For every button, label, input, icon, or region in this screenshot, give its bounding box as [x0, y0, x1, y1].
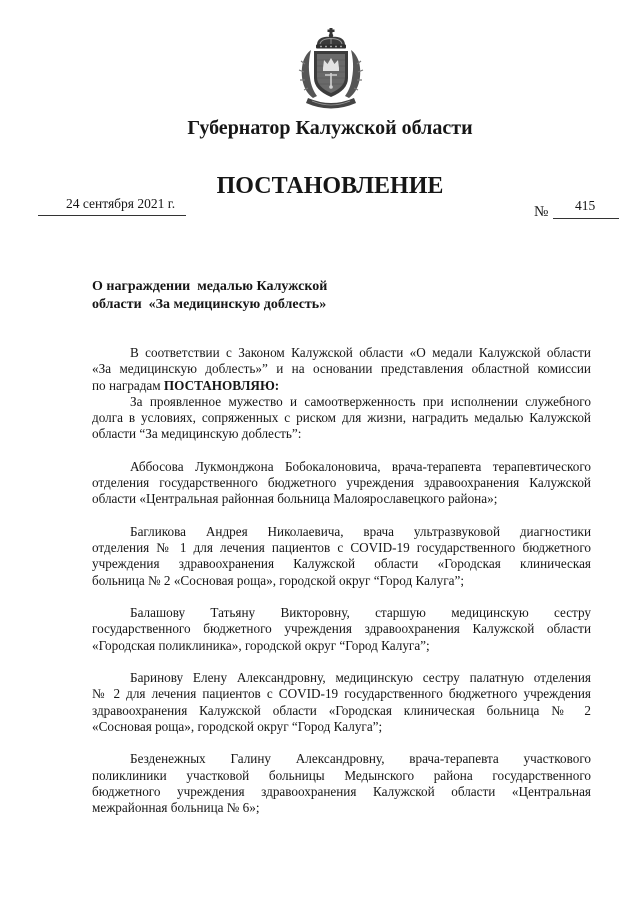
number-sign: № — [534, 204, 549, 220]
awardee-paragraph — [92, 751, 591, 816]
body-line: бюджетного учреждения здравоохранения Калужской области «Центральная — [92, 783, 591, 799]
number-underline — [553, 218, 619, 219]
resolution-paragraph — [92, 394, 591, 443]
body-line: «Сосновая роща», городской округ “Город Калуга”; — [92, 718, 383, 734]
body-line: учреждения здравоохранения Калужской области «Городская клиническая — [92, 556, 591, 572]
body-line: долга в условиях, сопряженных с риском для жизни, наградить медалью Калужской — [92, 410, 591, 425]
body-line: Баринову Елену Александровну, медицинскую сестру палатную отделения — [130, 670, 591, 685]
body-line: поликлиники участковой больницы Медынского района государственного — [92, 767, 591, 783]
body-line: больница № 2 «Сосновая роща», городской округ “Город Калуга”; — [92, 572, 465, 588]
preamble-paragraph — [92, 345, 591, 394]
awardee-paragraph — [92, 459, 591, 508]
body-line: «Городская поликлиника», городской округ “Город Калуга”; — [92, 637, 430, 653]
body-line: здравоохранения Калужской области «Городская клиническая больница № 2 — [92, 702, 591, 718]
document-number: 415 — [575, 198, 596, 213]
body-line — [92, 378, 591, 394]
body-line: Аббосова Лукмонджона Бобокалоновича, врача-терапевта терапевтического — [130, 458, 591, 474]
body-line-text: по наградам — [92, 377, 164, 393]
title-line: области «За медицинскую доблесть» — [92, 297, 327, 312]
body-line: отделения № 1 для лечения пациентов с COVID-19 государственного бюджетного — [92, 540, 591, 555]
body-line: области “За медицинскую доблесть”: — [92, 426, 302, 442]
awardee-paragraph — [92, 524, 591, 589]
body-line: Безденежных Галину Александровну, врача-терапевта участкового — [130, 751, 591, 767]
body-line: межрайонная больница № 6»; — [92, 800, 260, 815]
body-line: отделения государственного бюджетного учреждения здравоохранения Калужской — [92, 475, 591, 490]
body-line: Балашову Татьяну Викторовну, старшую медицинскую сестру — [130, 605, 591, 620]
body-line: № 2 для лечения пациентов с COVID-19 государственного бюджетного учреждения — [92, 686, 591, 702]
date-underline — [38, 215, 186, 216]
body-line: Багликова Андрея Николаевича, врача ультразвуковой диагностики — [130, 523, 591, 539]
body-line: «За медицинскую доблесть»” и на основании представления областной комиссии — [92, 361, 591, 377]
body-line: В соответствии с Законом Калужской области «О медали Калужской области — [130, 345, 591, 360]
coat-of-arms-icon — [294, 28, 368, 110]
resolution-keyword: ПОСТАНОВЛЯЮ: — [163, 377, 280, 393]
body-line: области «Центральная районная больница Малоярославецкого района»; — [92, 491, 498, 507]
document-body — [92, 345, 591, 816]
issuing-authority: Губернатор Калужской области — [187, 117, 473, 139]
document-title — [92, 278, 412, 314]
awardee-paragraph — [92, 670, 591, 735]
body-line: За проявленное мужество и самоотверженность при исполнении служебного — [130, 393, 591, 409]
document-type-heading: ПОСТАНОВЛЕНИЕ — [216, 173, 444, 199]
awardee-paragraph — [92, 605, 591, 654]
title-line: О награждении медалью Калужской — [92, 279, 328, 294]
body-line: государственного бюджетного учреждения здравоохранения Калужской области — [92, 621, 591, 637]
document-date: 24 сентября 2021 г. — [66, 196, 176, 211]
